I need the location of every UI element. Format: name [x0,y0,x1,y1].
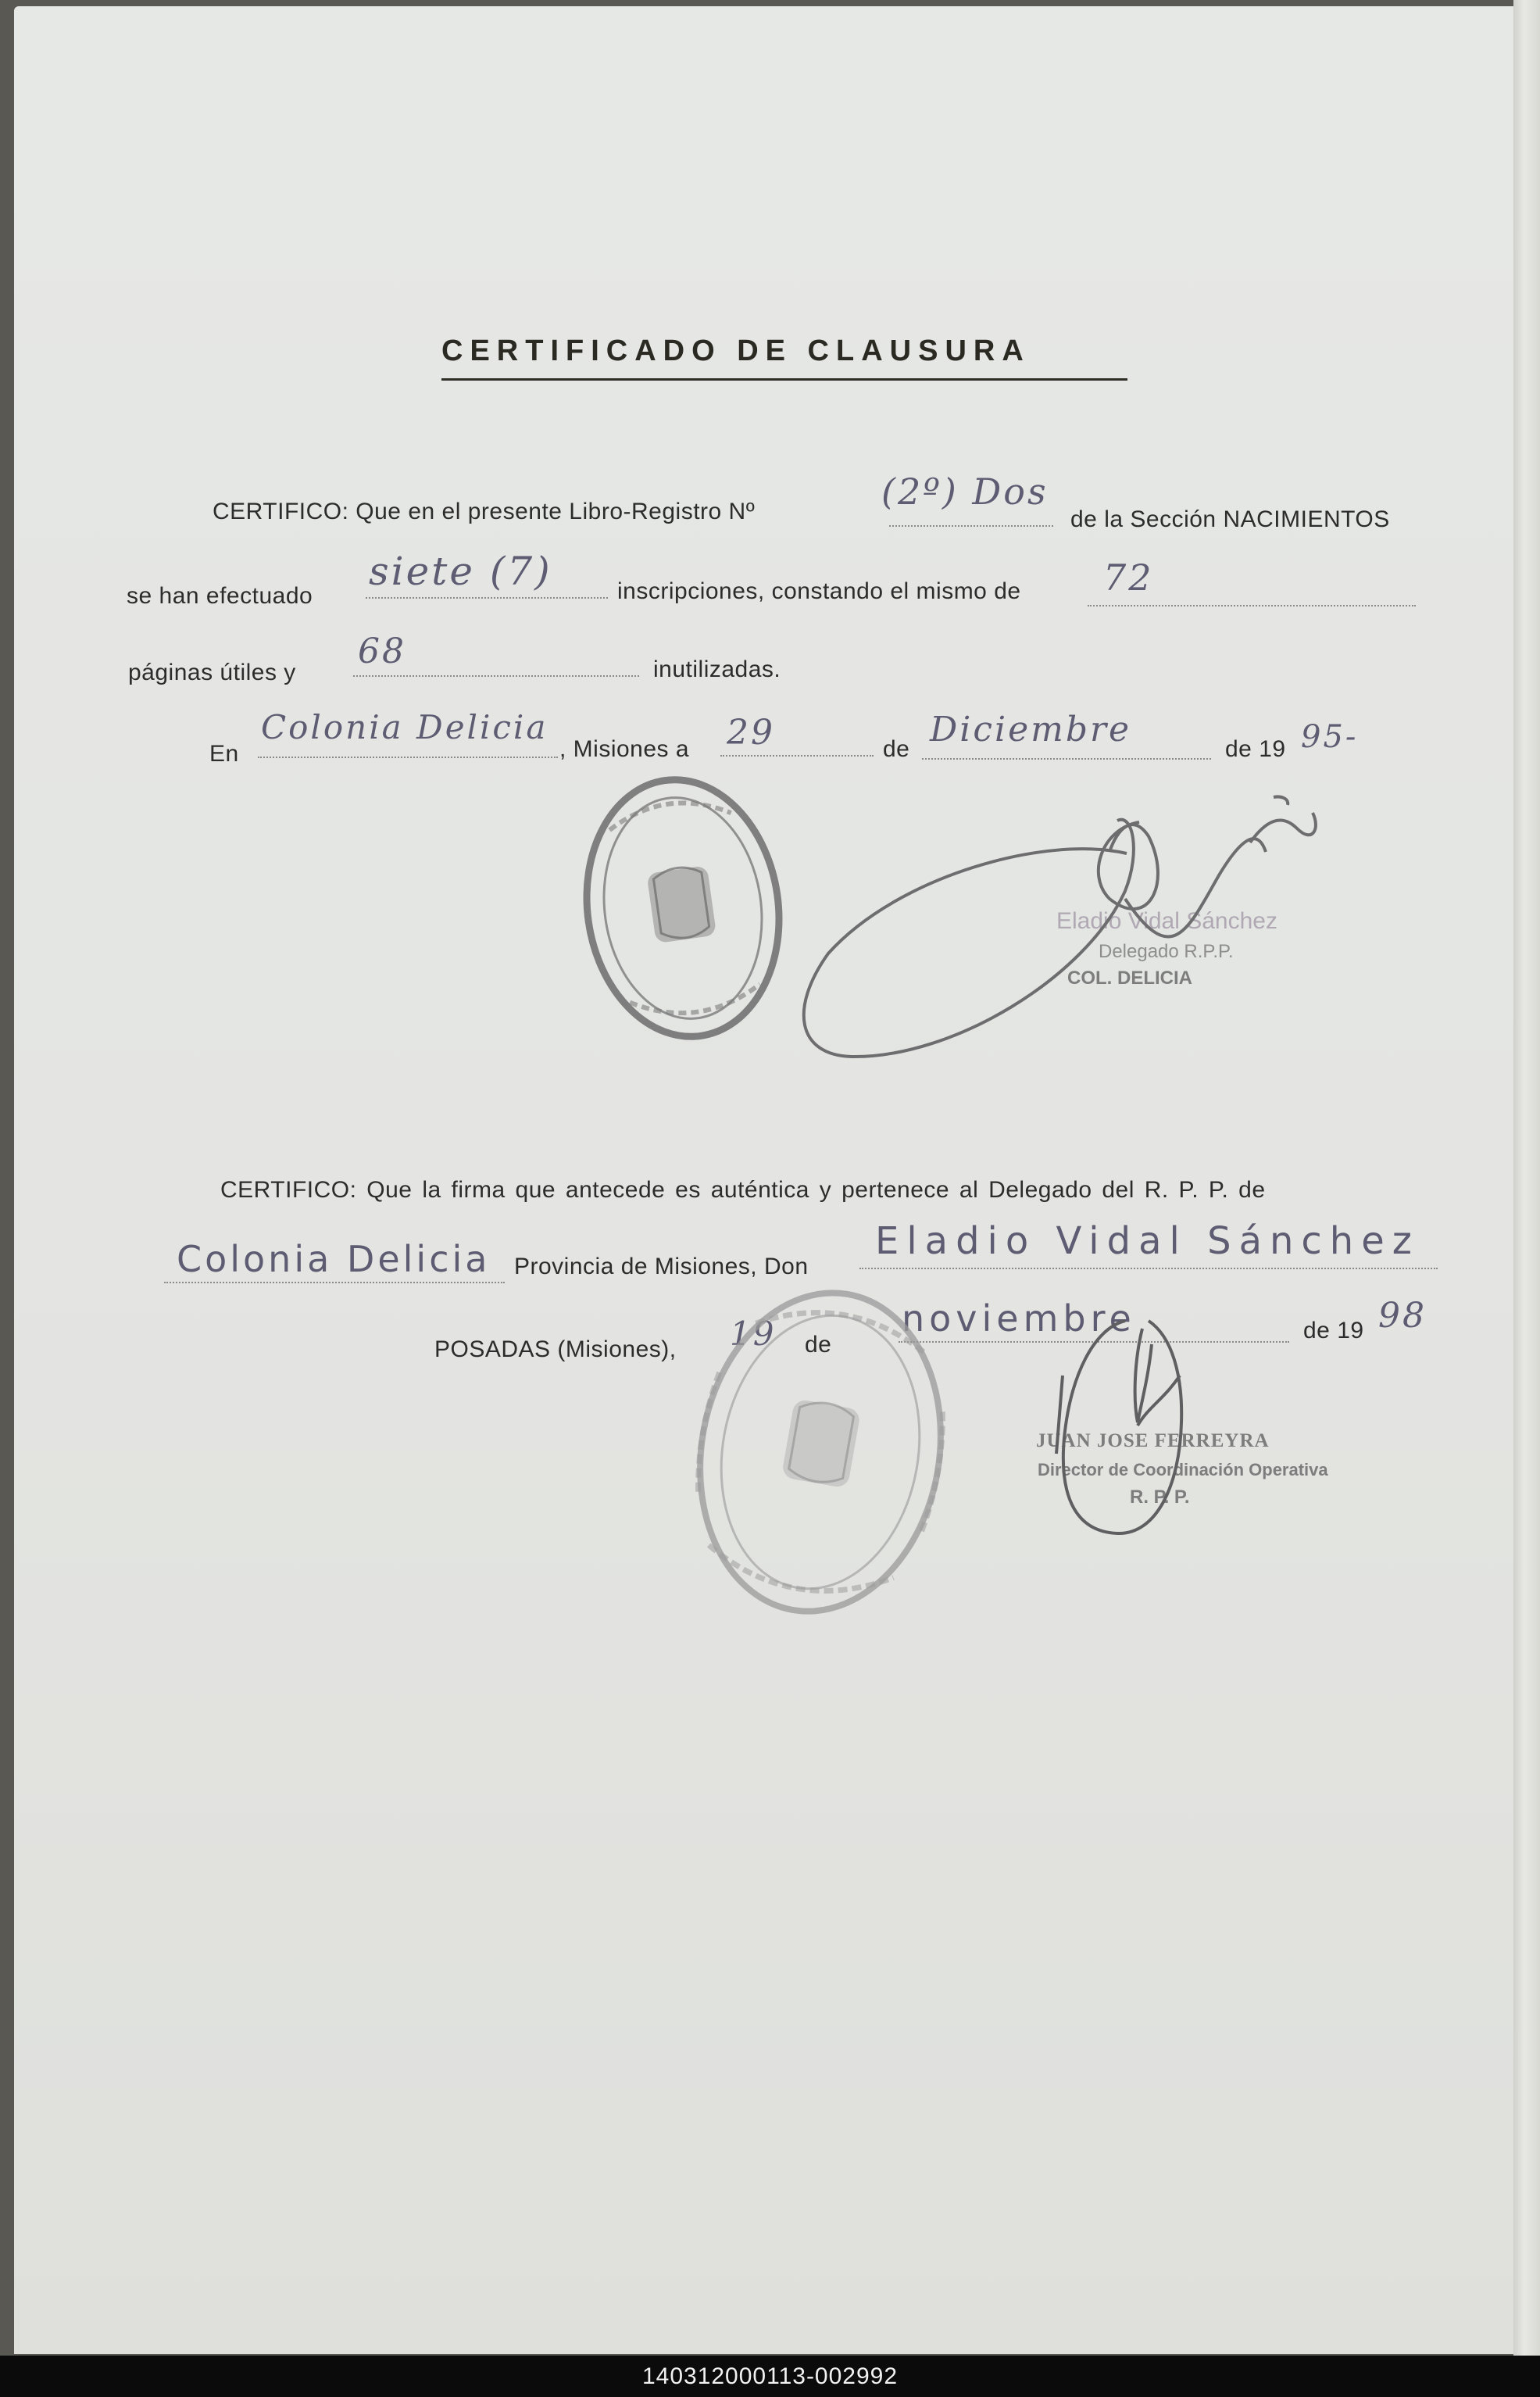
p1-line2-text-a: se han efectuado [127,583,313,609]
p1-hw-paginas: 72 [1103,556,1154,599]
p2-hw-anio: 98 [1378,1296,1427,1336]
p1-line1-text-b: de la Sección NACIMIENTOS [1070,506,1390,532]
p2-line3-text-a: POSADAS (Misiones), [434,1336,677,1362]
p2-hw-lugar: Colonia Delicia [177,1238,491,1280]
p2-stamp-role: Director de Coordinación Operativa [1038,1460,1328,1479]
p1-line1-text-a: CERTIFICO: Que en el presente Libro-Registro Nº [213,499,756,524]
p1-line4-text-c: de [883,736,910,762]
p1-stamp-place: COL. DELICIA [1067,968,1192,989]
p1-hw-lugar: Colonia Delicia [261,708,548,746]
p1-line3-text-a: páginas útiles y [128,660,296,685]
p2-line3-text-c: de 19 [1303,1318,1364,1343]
p2-hw-dia: 19 [730,1315,777,1353]
certificate-title: CERTIFICADO DE CLAUSURA [441,335,1031,367]
seal-2-icon [675,1274,966,1631]
p2-stamp-org: R. P. P. [1130,1486,1190,1508]
p1-hw-libro-num: (2º) Dos [881,470,1049,513]
p2-line2-text-a: Provincia de Misiones, Don [514,1254,809,1279]
signature-1-icon [804,796,1316,1057]
p2-line3-text-b: de [805,1332,832,1358]
p1-line4-text-d: de 19 [1225,736,1286,762]
p1-hw-inutilizadas: 68 [358,631,406,671]
p1-stamp-role: Delegado R.P.P. [1099,941,1234,962]
p2-line1-text: CERTIFICO: Que la firma que antecede es auténtica y pertenece al Delegado del R. P. P. de [220,1177,1266,1203]
p1-hw-mes: Diciembre [930,710,1132,750]
p2-stamp-name: JUAN JOSE FERREYRA [1036,1430,1270,1451]
p1-line4-text-a: En [209,741,239,767]
p1-hw-anio: 95- [1301,719,1359,755]
p2-hw-mes: noviembre [902,1297,1136,1340]
p1-hw-dia: 29 [727,713,775,753]
p1-line2-text-b: inscripciones, constando el mismo de [617,578,1021,604]
p2-hw-nombre: Eladio Vidal Sánchez [875,1219,1420,1263]
document-id: 140312000113-002992 [641,2363,899,2389]
seal-1-icon [570,767,795,1050]
p1-line4-text-b: , Misiones a [559,736,690,762]
p1-stamp-name: Eladio Vidal Sánchez [1056,908,1277,934]
p1-line3-text-b: inutilizadas. [653,656,781,682]
p1-hw-inscripciones: siete (7) [369,549,552,594]
signature-2-icon [1056,1321,1181,1533]
